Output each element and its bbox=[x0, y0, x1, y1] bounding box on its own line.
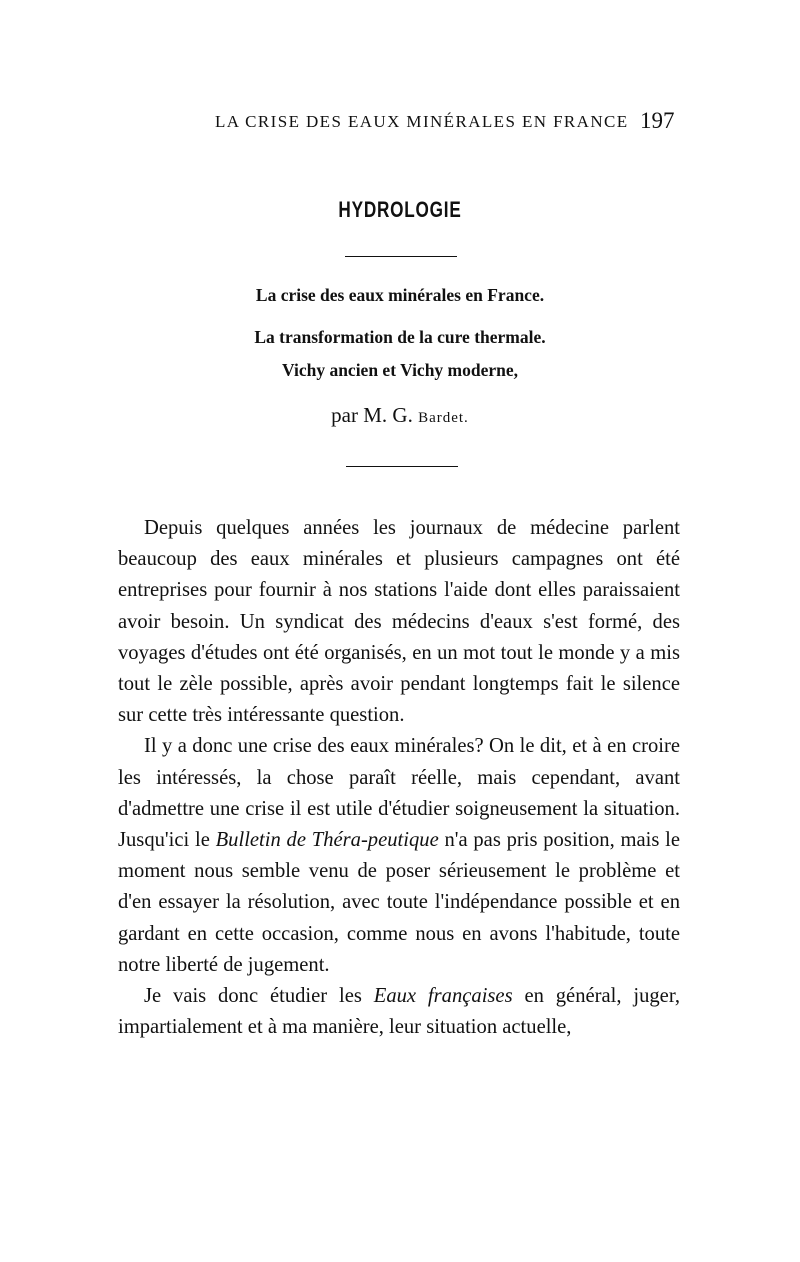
article-subtitle: La crise des eaux minérales en France. bbox=[255, 285, 545, 305]
section-title: HYDROLOGIE bbox=[338, 197, 462, 222]
paragraph bbox=[118, 981, 680, 1043]
text-run: en général, juger, impartialement et à ma manière, leur situation actuelle, bbox=[118, 985, 681, 1039]
author-byline bbox=[0, 403, 800, 428]
author-name: Bardet. bbox=[418, 410, 469, 426]
divider-rule bbox=[346, 466, 458, 467]
byline-prefix: par M. G. bbox=[331, 403, 419, 427]
running-head: LA CRISE DES EAUX MINÉRALES EN FRANCE bbox=[215, 112, 629, 131]
text-run: Il y a donc une crise des eaux minérales? On le dit, et à en croire les intéressés, la chose paraît réelle, mais cependant, avant d'admettre une crise il est utile d'étudier soigneusement la situation. Jusqu'ici le bbox=[118, 735, 680, 852]
page-number: 197 bbox=[640, 108, 675, 133]
divider-rule bbox=[345, 256, 457, 257]
paragraph: Depuis quelques années les journaux de médecine parlent beaucoup des eaux minérales et plusieurs campagnes ont été entreprises pour fournir à nos stations l'aide dont elles paraissaient avoir besoin. Un syndicat des médecins d'eaux s'est formé, des voyages d'études ont été organisés, en un mot tout le monde y a mis tout le zèle possible, après avoir pendant longtemps fait le silence sur cette très intéressante question. bbox=[118, 517, 680, 727]
text-run: Je vais donc étudier les bbox=[144, 985, 374, 1008]
body-text bbox=[118, 513, 680, 1043]
text-run: n'a pas pris position, mais le moment nous semble venu de poser sérieusement le problème et d'en essayer la résolution, avec toute l'indépendance possible et en gardant en cette occasion, comme nous en avons l'habitude, toute notre liberté de jugement. bbox=[118, 829, 681, 976]
paragraph bbox=[118, 731, 680, 981]
emphasis: Eaux françaises bbox=[373, 985, 513, 1008]
article-subtitle: Vichy ancien et Vichy moderne, bbox=[281, 360, 519, 380]
journal-title: Bulletin de Théra-peutique bbox=[215, 829, 439, 852]
article-subtitle: La transformation de la cure thermale. bbox=[254, 327, 546, 347]
